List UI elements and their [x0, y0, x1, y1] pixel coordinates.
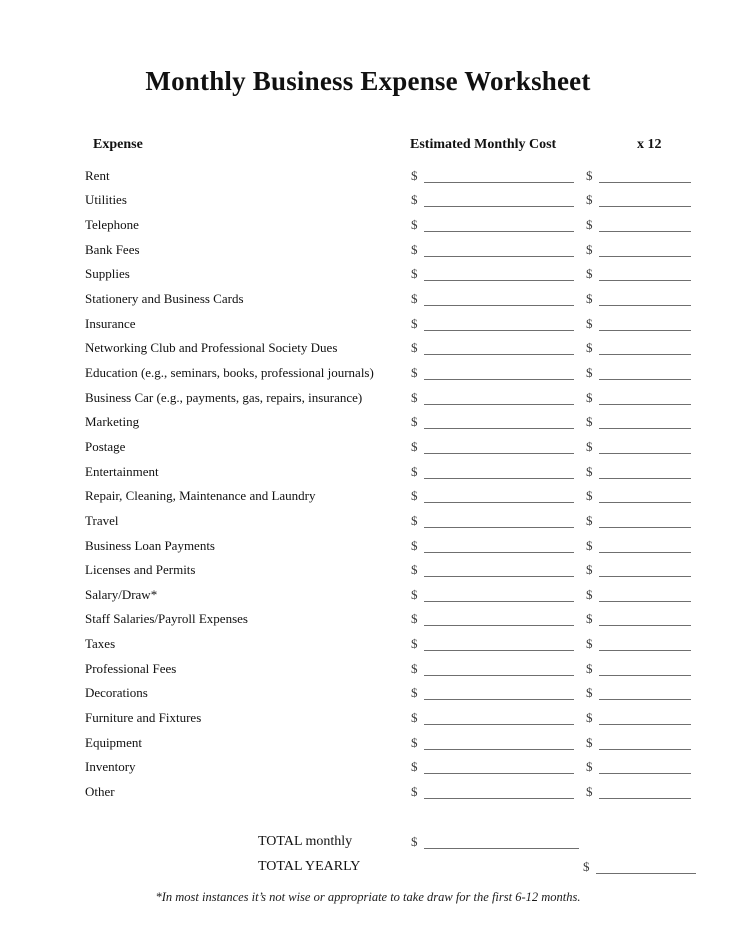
dollar-sign: $ [411, 438, 418, 454]
dollar-sign: $ [411, 611, 418, 627]
monthly-cost-blank-line [424, 441, 574, 454]
dollar-sign: $ [411, 414, 418, 430]
dollar-sign: $ [586, 266, 593, 282]
expense-label: Bank Fees [85, 241, 140, 257]
expense-row [0, 582, 736, 607]
monthly-cost-field [411, 562, 574, 578]
yearly-cost-field [586, 513, 691, 529]
yearly-cost-blank-line [599, 219, 691, 232]
expense-row [0, 558, 736, 583]
yearly-cost-field [586, 365, 691, 381]
monthly-cost-blank-line [424, 786, 574, 799]
expense-row [0, 533, 736, 558]
expense-label: Inventory [85, 759, 136, 775]
monthly-cost-blank-line [424, 712, 574, 725]
yearly-cost-field [586, 538, 691, 554]
expense-row [0, 730, 736, 755]
monthly-cost-blank-line [424, 613, 574, 626]
monthly-cost-field [411, 439, 574, 455]
yearly-cost-blank-line [599, 687, 691, 700]
yearly-cost-field [586, 661, 691, 677]
expense-row [0, 163, 736, 188]
dollar-sign: $ [586, 537, 593, 553]
expense-row [0, 779, 736, 804]
dollar-sign: $ [586, 216, 593, 232]
dollar-sign: $ [411, 834, 418, 849]
dollar-sign: $ [411, 660, 418, 676]
dollar-sign: $ [411, 537, 418, 553]
dollar-sign: $ [586, 734, 593, 750]
dollar-sign: $ [411, 241, 418, 257]
yearly-cost-field [586, 439, 691, 455]
yearly-cost-blank-line [599, 663, 691, 676]
expense-row [0, 311, 736, 336]
monthly-cost-blank-line [424, 515, 574, 528]
expense-label: Decorations [85, 685, 148, 701]
monthly-cost-blank-line [424, 663, 574, 676]
expense-label: Education (e.g., seminars, books, professional journals) [85, 364, 374, 380]
expense-row [0, 385, 736, 410]
yearly-cost-blank-line [599, 392, 691, 405]
expense-row [0, 360, 736, 385]
times-12-column-header: x 12 [637, 137, 662, 152]
yearly-cost-blank-line [599, 737, 691, 750]
yearly-cost-field [586, 611, 691, 627]
dollar-sign: $ [411, 167, 418, 183]
monthly-cost-field [411, 192, 574, 208]
total-yearly-blank-line [596, 861, 696, 874]
monthly-cost-blank-line [424, 342, 574, 355]
expense-label: Stationery and Business Cards [85, 290, 244, 306]
dollar-sign: $ [411, 290, 418, 306]
dollar-sign: $ [411, 710, 418, 726]
monthly-cost-blank-line [424, 416, 574, 429]
dollar-sign: $ [411, 192, 418, 208]
monthly-cost-field [411, 611, 574, 627]
yearly-cost-blank-line [599, 515, 691, 528]
dollar-sign: $ [411, 216, 418, 232]
monthly-cost-blank-line [424, 318, 574, 331]
expense-label: Repair, Cleaning, Maintenance and Laundry [85, 488, 316, 504]
monthly-cost-field [411, 414, 574, 430]
dollar-sign: $ [411, 488, 418, 504]
yearly-cost-blank-line [599, 564, 691, 577]
dollar-sign: $ [586, 364, 593, 380]
yearly-cost-field [586, 488, 691, 504]
yearly-cost-field [586, 685, 691, 701]
dollar-sign: $ [583, 859, 590, 874]
dollar-sign: $ [411, 734, 418, 750]
monthly-cost-field [411, 390, 574, 406]
expense-label: Salary/Draw* [85, 586, 158, 602]
dollar-sign: $ [586, 241, 593, 257]
yearly-cost-blank-line [599, 761, 691, 774]
yearly-cost-blank-line [599, 638, 691, 651]
total-monthly-row [0, 829, 736, 854]
yearly-cost-blank-line [599, 170, 691, 183]
expense-row [0, 286, 736, 311]
yearly-cost-field [586, 710, 691, 726]
monthly-cost-field [411, 365, 574, 381]
yearly-cost-blank-line [599, 367, 691, 380]
expense-label: Staff Salaries/Payroll Expenses [85, 611, 248, 627]
monthly-cost-blank-line [424, 589, 574, 602]
yearly-cost-field [586, 291, 691, 307]
monthly-cost-field [411, 242, 574, 258]
monthly-cost-blank-line [424, 564, 574, 577]
yearly-cost-field [586, 562, 691, 578]
dollar-sign: $ [586, 290, 593, 306]
dollar-sign: $ [411, 636, 418, 652]
yearly-cost-blank-line [599, 589, 691, 602]
yearly-cost-field [586, 340, 691, 356]
expense-row [0, 755, 736, 780]
expense-label: Travel [85, 512, 119, 528]
yearly-cost-blank-line [599, 194, 691, 207]
column-headers [0, 133, 736, 153]
monthly-cost-blank-line [424, 687, 574, 700]
dollar-sign: $ [411, 759, 418, 775]
expense-label: Insurance [85, 315, 136, 331]
monthly-cost-blank-line [424, 466, 574, 479]
monthly-cost-field [411, 735, 574, 751]
totals-section [0, 829, 736, 879]
yearly-cost-field [586, 316, 691, 332]
dollar-sign: $ [586, 586, 593, 602]
total-monthly-field [411, 834, 579, 850]
monthly-cost-field [411, 316, 574, 332]
monthly-cost-field [411, 464, 574, 480]
yearly-cost-field [586, 192, 691, 208]
monthly-cost-blank-line [424, 268, 574, 281]
dollar-sign: $ [586, 167, 593, 183]
expense-row [0, 410, 736, 435]
dollar-sign: $ [586, 784, 593, 800]
monthly-cost-field [411, 710, 574, 726]
yearly-cost-field [586, 636, 691, 652]
expense-row [0, 188, 736, 213]
dollar-sign: $ [586, 463, 593, 479]
total-yearly-field [583, 859, 696, 875]
monthly-cost-blank-line [424, 392, 574, 405]
dollar-sign: $ [586, 512, 593, 528]
expense-row [0, 336, 736, 361]
monthly-cost-blank-line [424, 244, 574, 257]
expense-row [0, 508, 736, 533]
expense-label: Taxes [85, 636, 116, 652]
expense-row [0, 656, 736, 681]
expense-label: Supplies [85, 266, 130, 282]
yearly-cost-blank-line [599, 268, 691, 281]
yearly-cost-blank-line [599, 441, 691, 454]
expense-row [0, 237, 736, 262]
expense-row [0, 631, 736, 656]
monthly-cost-field [411, 488, 574, 504]
monthly-cost-column-header: Estimated Monthly Cost [410, 137, 557, 152]
dollar-sign: $ [586, 414, 593, 430]
dollar-sign: $ [411, 512, 418, 528]
monthly-cost-field [411, 538, 574, 554]
expense-label: Equipment [85, 734, 143, 750]
dollar-sign: $ [586, 340, 593, 356]
monthly-cost-blank-line [424, 367, 574, 380]
dollar-sign: $ [411, 364, 418, 380]
monthly-cost-blank-line [424, 170, 574, 183]
dollar-sign: $ [411, 266, 418, 282]
dollar-sign: $ [411, 463, 418, 479]
monthly-cost-field [411, 291, 574, 307]
yearly-cost-blank-line [599, 466, 691, 479]
monthly-cost-field [411, 784, 574, 800]
expense-rows [0, 163, 736, 804]
yearly-cost-blank-line [599, 416, 691, 429]
yearly-cost-field [586, 414, 691, 430]
dollar-sign: $ [411, 389, 418, 405]
monthly-cost-field [411, 168, 574, 184]
expense-label: Postage [85, 438, 126, 454]
dollar-sign: $ [586, 315, 593, 331]
dollar-sign: $ [586, 192, 593, 208]
expense-row [0, 434, 736, 459]
yearly-cost-field [586, 464, 691, 480]
expense-row [0, 607, 736, 632]
monthly-cost-blank-line [424, 490, 574, 503]
expense-row [0, 681, 736, 706]
expense-label: Entertainment [85, 463, 159, 479]
expense-row [0, 459, 736, 484]
page-title: Monthly Business Expense Worksheet [145, 66, 591, 96]
yearly-cost-blank-line [599, 490, 691, 503]
dollar-sign: $ [411, 586, 418, 602]
monthly-cost-field [411, 759, 574, 775]
yearly-cost-field [586, 587, 691, 603]
yearly-cost-blank-line [599, 318, 691, 331]
expense-row [0, 212, 736, 237]
monthly-cost-field [411, 266, 574, 282]
monthly-cost-blank-line [424, 194, 574, 207]
dollar-sign: $ [586, 710, 593, 726]
expense-label: Networking Club and Professional Society Dues [85, 340, 338, 356]
monthly-cost-blank-line [424, 638, 574, 651]
expense-label: Licenses and Permits [85, 562, 196, 578]
footnote: *In most instances it’s not wise or appropriate to take draw for the first 6-12 months. [155, 890, 581, 904]
expense-label: Furniture and Fixtures [85, 710, 202, 726]
yearly-cost-field [586, 242, 691, 258]
yearly-cost-field [586, 390, 691, 406]
expense-row [0, 484, 736, 509]
dollar-sign: $ [411, 685, 418, 701]
expense-label: Other [85, 784, 115, 800]
yearly-cost-field [586, 168, 691, 184]
monthly-cost-field [411, 661, 574, 677]
dollar-sign: $ [411, 315, 418, 331]
yearly-cost-blank-line [599, 786, 691, 799]
dollar-sign: $ [411, 562, 418, 578]
dollar-sign: $ [586, 636, 593, 652]
monthly-cost-blank-line [424, 540, 574, 553]
dollar-sign: $ [586, 759, 593, 775]
dollar-sign: $ [586, 660, 593, 676]
total-monthly-label: TOTAL monthly [258, 834, 353, 849]
expense-column-header: Expense [93, 137, 143, 152]
monthly-cost-blank-line [424, 761, 574, 774]
monthly-cost-field [411, 685, 574, 701]
monthly-cost-field [411, 513, 574, 529]
yearly-cost-field [586, 759, 691, 775]
dollar-sign: $ [586, 685, 593, 701]
monthly-cost-field [411, 587, 574, 603]
yearly-cost-blank-line [599, 342, 691, 355]
yearly-cost-field [586, 217, 691, 233]
monthly-cost-field [411, 636, 574, 652]
dollar-sign: $ [586, 488, 593, 504]
expense-label: Marketing [85, 414, 140, 430]
dollar-sign: $ [586, 389, 593, 405]
yearly-cost-blank-line [599, 613, 691, 626]
expense-label: Professional Fees [85, 660, 177, 676]
yearly-cost-blank-line [599, 293, 691, 306]
yearly-cost-blank-line [599, 244, 691, 257]
yearly-cost-field [586, 735, 691, 751]
total-yearly-row [0, 854, 736, 879]
total-yearly-label: TOTAL YEARLY [258, 859, 361, 874]
monthly-cost-field [411, 217, 574, 233]
dollar-sign: $ [586, 562, 593, 578]
monthly-cost-field [411, 340, 574, 356]
expense-label: Business Car (e.g., payments, gas, repairs, insurance) [85, 389, 363, 405]
expense-row [0, 705, 736, 730]
yearly-cost-field [586, 784, 691, 800]
total-monthly-blank-line [424, 836, 579, 849]
expense-row [0, 262, 736, 287]
dollar-sign: $ [411, 340, 418, 356]
dollar-sign: $ [411, 784, 418, 800]
dollar-sign: $ [586, 611, 593, 627]
monthly-cost-blank-line [424, 737, 574, 750]
yearly-cost-blank-line [599, 540, 691, 553]
expense-label: Rent [85, 167, 110, 183]
expense-label: Telephone [85, 216, 139, 232]
yearly-cost-field [586, 266, 691, 282]
yearly-cost-blank-line [599, 712, 691, 725]
expense-label: Business Loan Payments [85, 537, 215, 553]
dollar-sign: $ [586, 438, 593, 454]
monthly-cost-blank-line [424, 219, 574, 232]
monthly-cost-blank-line [424, 293, 574, 306]
expense-label: Utilities [85, 192, 127, 208]
